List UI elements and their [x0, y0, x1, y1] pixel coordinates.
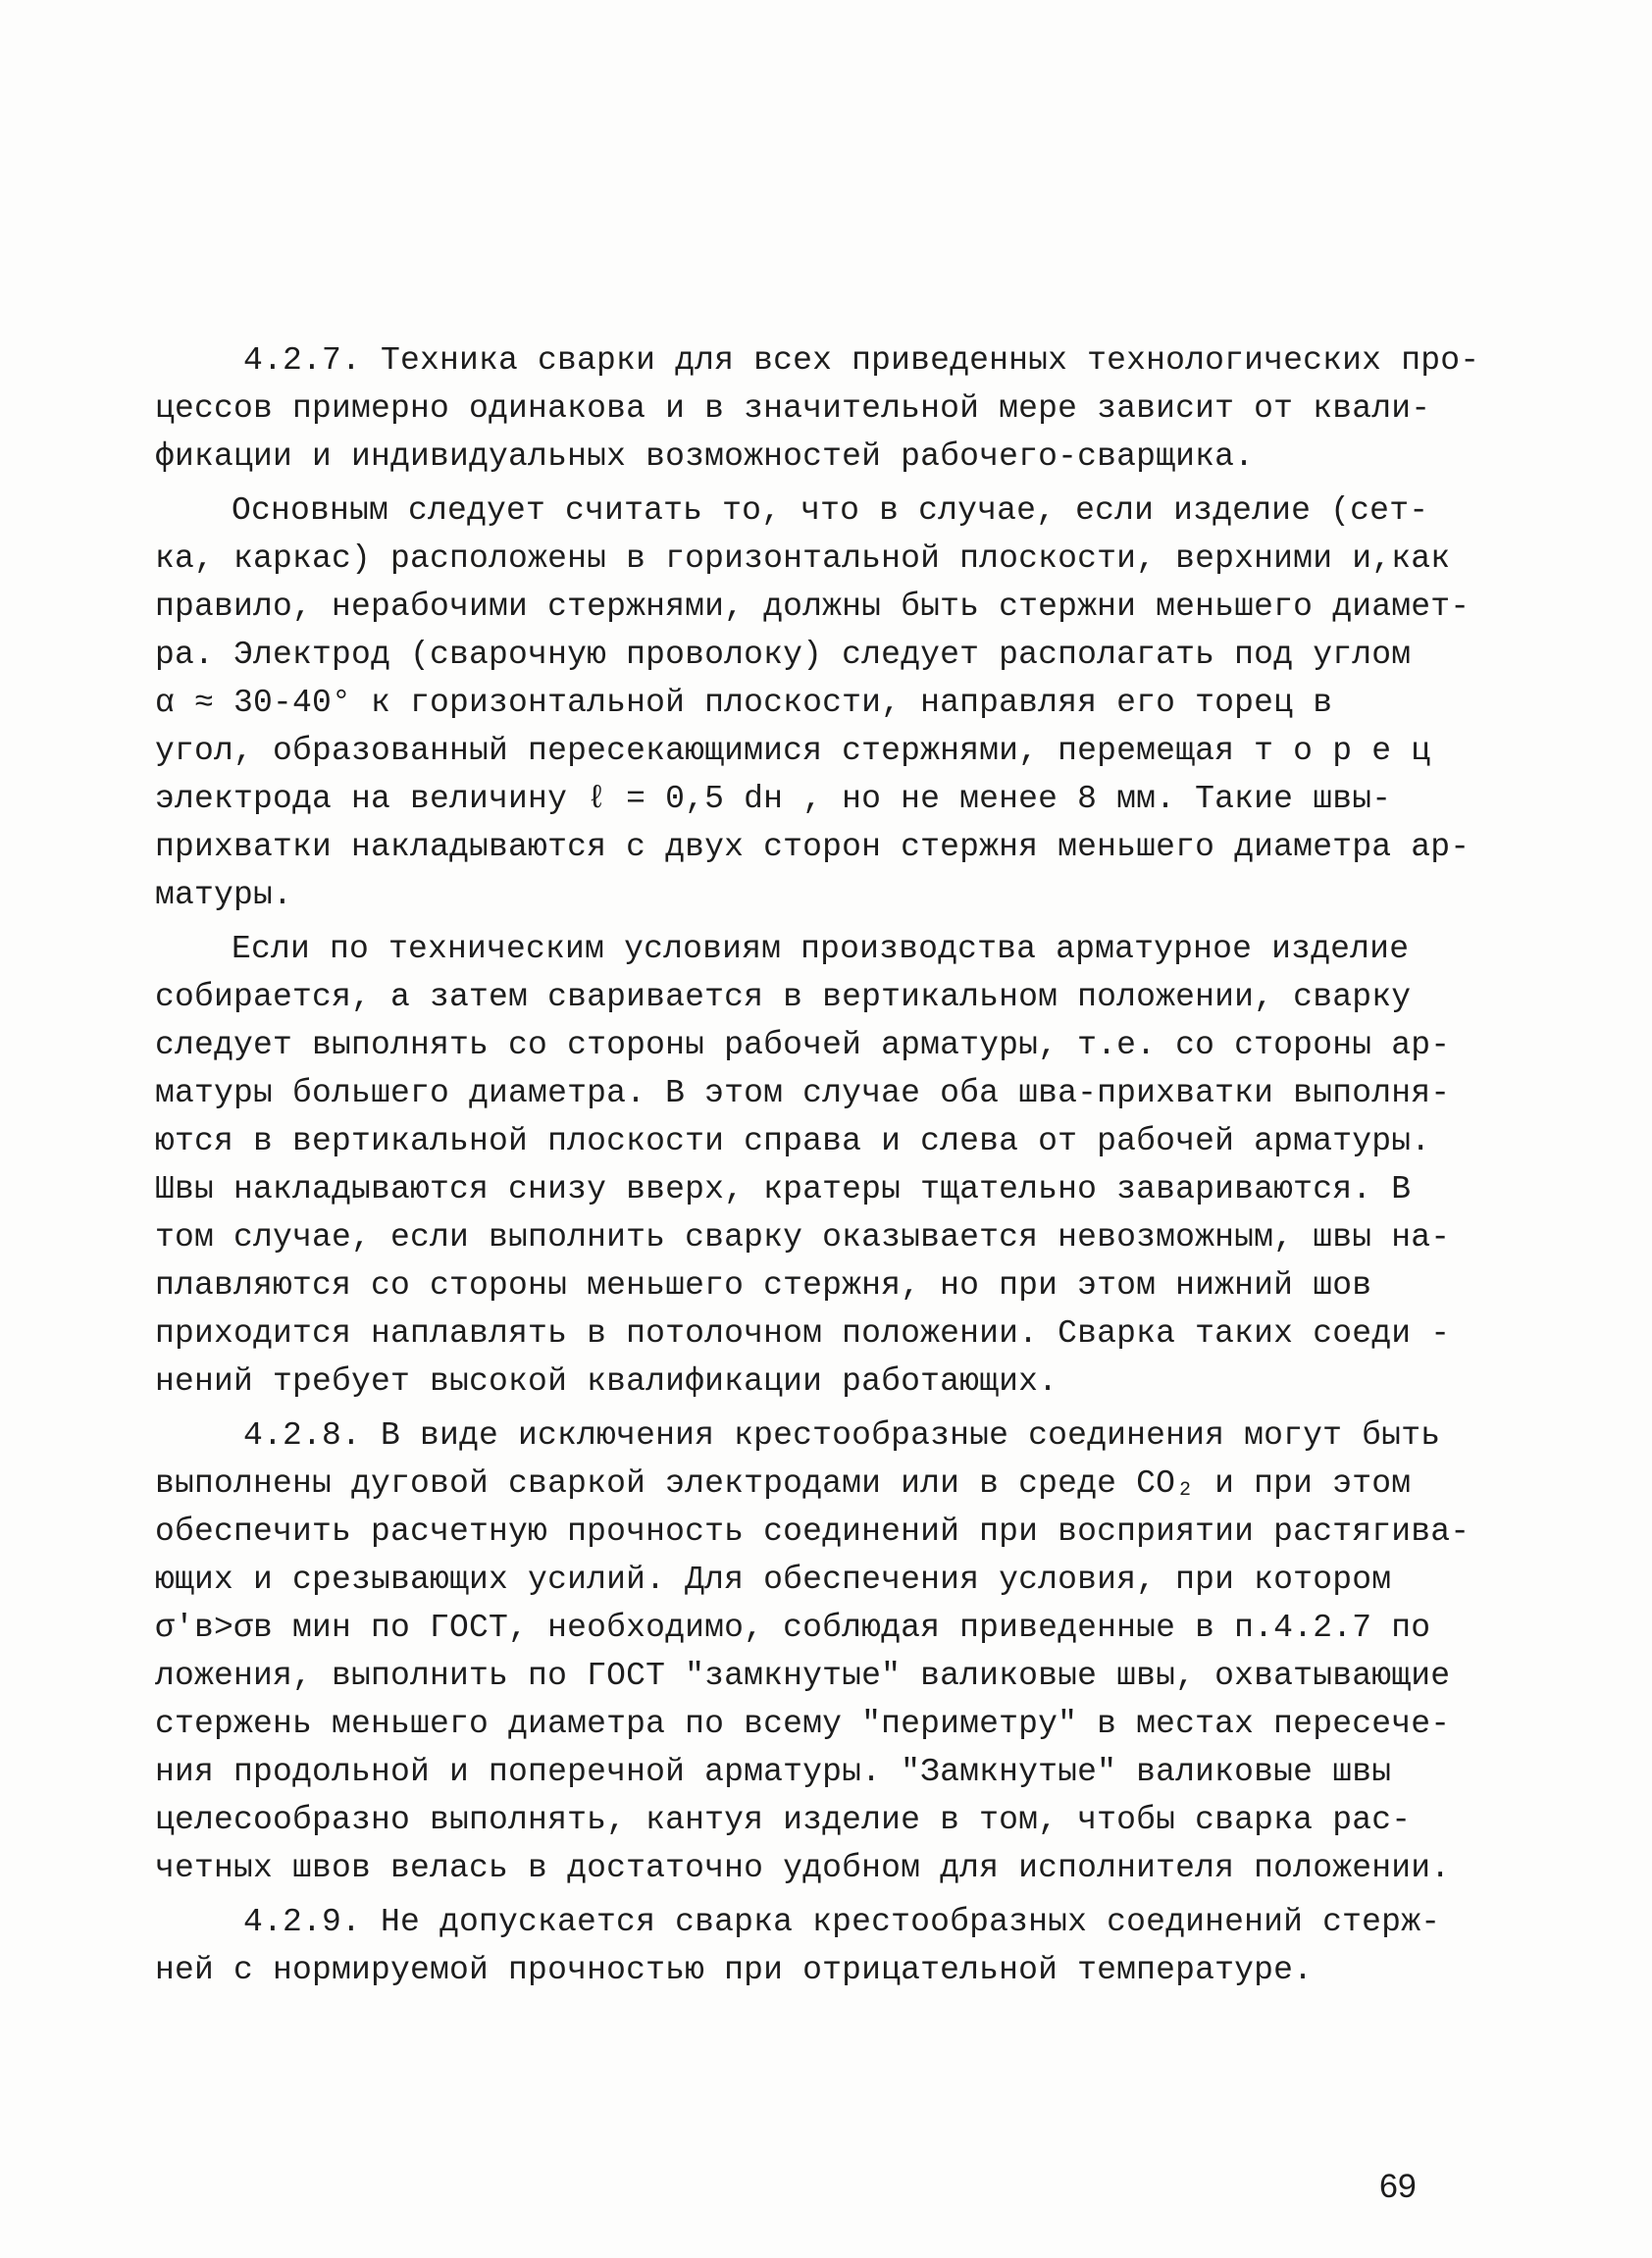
text-line: выполнены дуговой сваркой электродами или в среде CO₂ и при этом — [155, 1465, 1412, 1502]
text-line: прихватки накладываются с двух сторон стержня меньшего диаметра ар- — [155, 829, 1471, 865]
text-line: матуры большего диаметра. В этом случае оба шва-прихватки выполня- — [155, 1075, 1451, 1111]
text-line: приходится наплавлять в потолочном положении. Сварка таких соеди - — [155, 1315, 1451, 1352]
text-line: ка, каркас) расположены в горизонтальной плоскости, верхними и,как — [155, 540, 1451, 577]
text-line: 4.2.7. Техника сварки для всех приведенных технологических про- — [243, 342, 1480, 379]
text-line: плавляются со стороны меньшего стержня, но при этом нижний шов — [155, 1267, 1372, 1304]
text-line: цессов примерно одинакова и в значительной мере зависит от квали- — [155, 390, 1431, 427]
text-line: ются в вертикальной плоскости справа и слева от рабочей арматуры. — [155, 1123, 1431, 1159]
text-line: Швы накладываются снизу вверх, кратеры тщательно завариваются. В — [155, 1171, 1412, 1207]
text-line: 4.2.9. Не допускается сварка крестообразных соединений стерж- — [243, 1904, 1441, 1940]
text-line: 4.2.8. В виде исключения крестообразные соединения могут быть — [243, 1417, 1441, 1454]
paragraph-4-2-9 — [155, 1898, 1450, 1994]
text-line: Основным следует считать то, что в случае, если изделие (сет- — [232, 492, 1429, 529]
body-text — [155, 336, 1480, 1994]
text-line: том случае, если выполнить сварку оказывается невозможным, швы на- — [155, 1219, 1451, 1256]
text-line: электрода на величину ℓ = 0,5 dн , но не менее 8 мм. Такие швы- — [155, 781, 1392, 817]
paragraph-vertical-assembly — [155, 925, 1450, 1406]
page-number: 69 — [1379, 2168, 1417, 2205]
text-line: ней с нормируемой прочностью при отрицательной температуре. — [155, 1952, 1314, 1988]
text-line: собирается, а затем сваривается в вертикальном положении, сварку — [155, 979, 1412, 1015]
text-line: ния продольной и поперечной арматуры. "Замкнутые" валиковые швы — [155, 1754, 1392, 1790]
text-line: ющих и срезывающих усилий. Для обеспечения условия, при котором — [155, 1562, 1392, 1598]
text-line: ра. Электрод (сварочную проволоку) следует располагать под углом — [155, 637, 1412, 673]
text-line: стержень меньшего диаметра по всему "периметру" в местах пересече- — [155, 1706, 1451, 1742]
text-line: угол, образованный пересекающимися стержнями, перемещая т о р е ц — [155, 733, 1431, 769]
text-line: σ'в>σв мин по ГОСТ, необходимо, соблюдая приведенные в п.4.2.7 по — [155, 1610, 1431, 1646]
paragraph-main-principle — [155, 487, 1471, 919]
text-line: ложения, выполнить по ГОСТ "замкнутые" валиковые швы, охватывающие — [155, 1658, 1451, 1694]
text-line: α ≈ 30-40° к горизонтальной плоскости, направляя его торец в — [155, 685, 1333, 721]
paragraph-4-2-8 — [155, 1411, 1471, 1892]
text-line: следует выполнять со стороны рабочей арматуры, т.е. со стороны ар- — [155, 1027, 1451, 1063]
text-line: четных швов велась в достаточно удобном для исполнителя положении. — [155, 1850, 1451, 1886]
text-line: матуры. — [155, 877, 293, 913]
text-line: Если по техническим условиям производства арматурное изделие — [232, 931, 1410, 967]
text-line: правило, нерабочими стержнями, должны быть стержни меньшего диамет- — [155, 589, 1471, 625]
text-line: целесообразно выполнять, кантуя изделие в том, чтобы сварка рас- — [155, 1802, 1412, 1838]
text-line: нений требует высокой квалификации работающих. — [155, 1363, 1058, 1400]
paragraph-4-2-7 — [155, 336, 1480, 481]
text-line: обеспечить расчетную прочность соединений при восприятии растягива- — [155, 1514, 1471, 1550]
text-line: фикации и индивидуальных возможностей рабочего-сварщика. — [155, 438, 1255, 475]
